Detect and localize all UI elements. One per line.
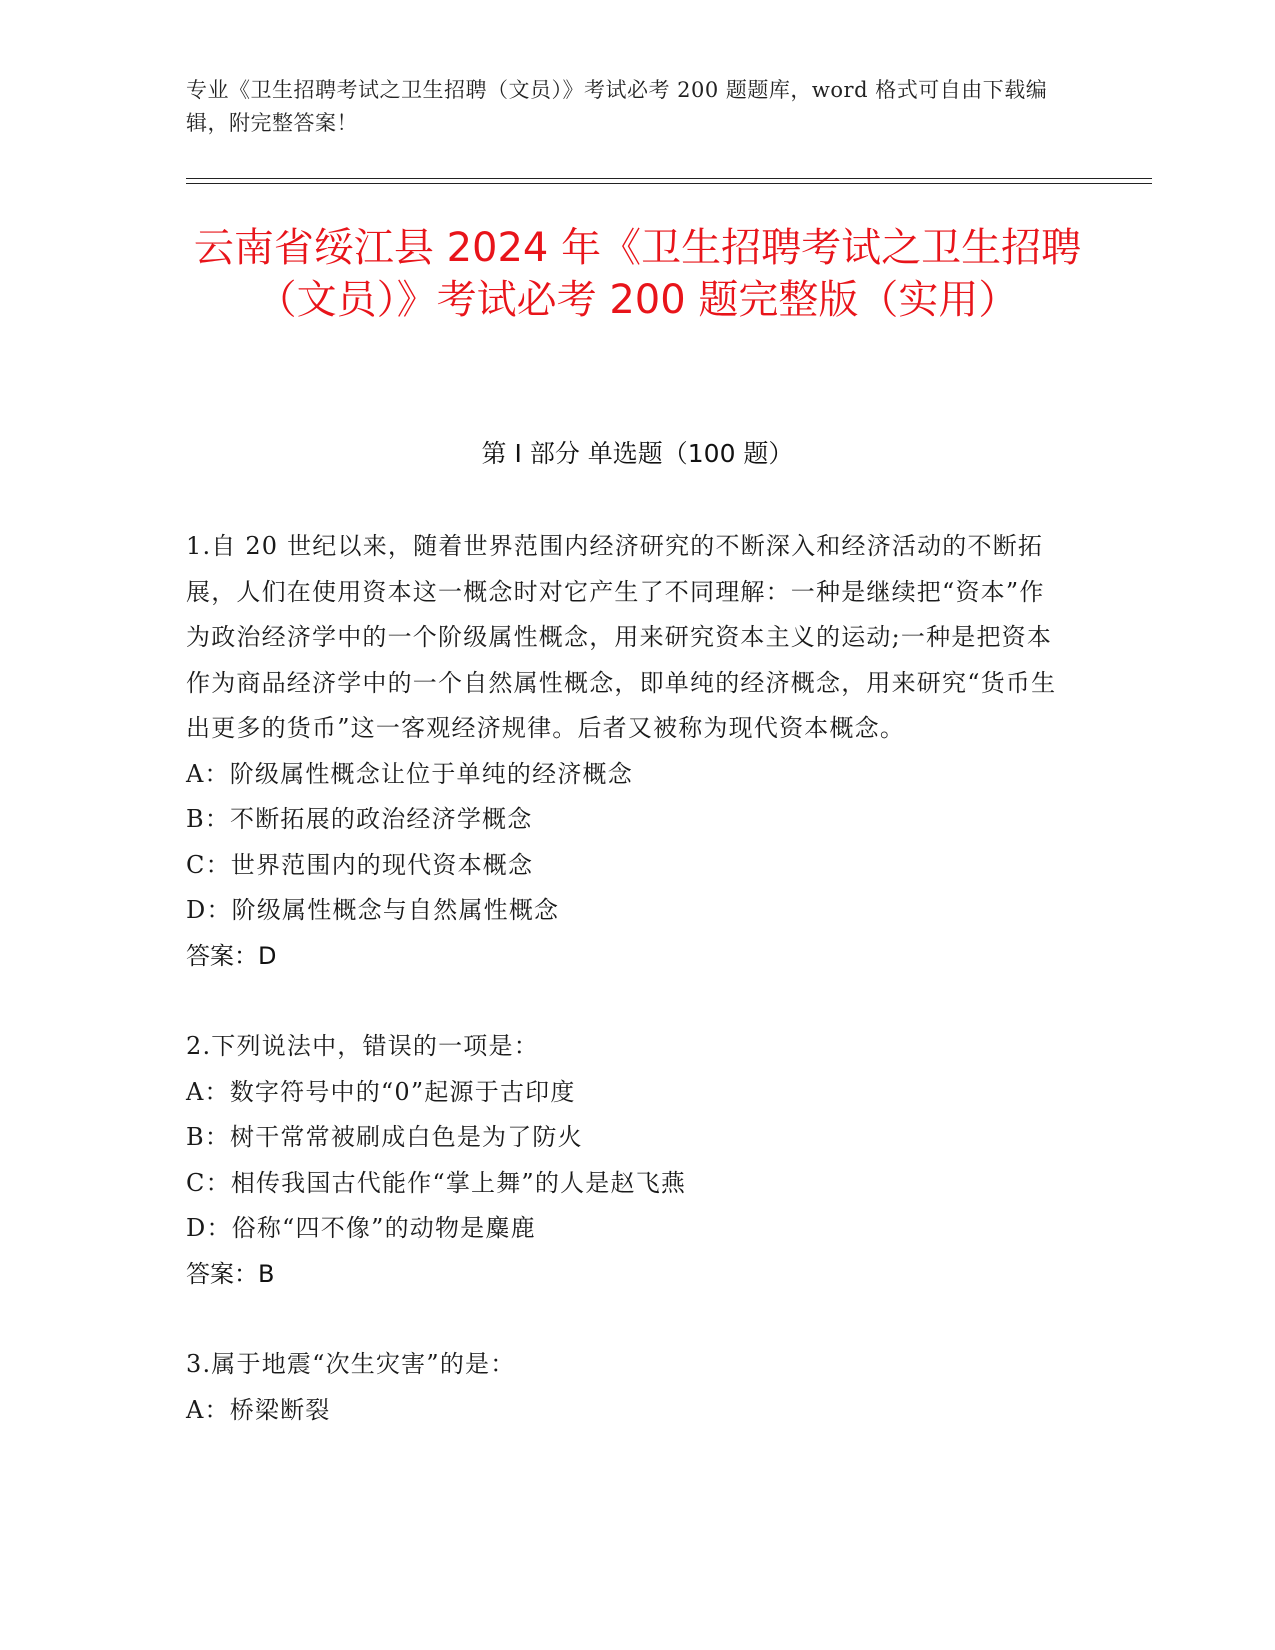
question-stem: 1.自 20 世纪以来，随着世界范围内经济研究的不断深入和经济活动的不断拓展，人们在使用资本这一概念时对它产生了不同理解：一种是继续把“资本”作为政治经济学中的一个阶级属性概念，用来研究资本主义的运动;一种是把资本作为商品经济学中的一个自然属性概念，即单纯的经济概念，用来研究“货币生出更多的货币”这一客观经济规律。后者又被称为现代资本概念。 [186, 532, 1057, 742]
question-list [186, 524, 1066, 1478]
header-divider-bottom [186, 183, 1152, 184]
document-title: 云南省绥江县 2024 年《卫生招聘考试之卫生招聘（文员）》考试必考 200 题完整版（实用） [193, 225, 1082, 323]
header-note: 专业《卫生招聘考试之卫生招聘（文员）》考试必考 200 题题库，word 格式可自由下载编辑，附完整答案！ [186, 78, 1048, 135]
section-title: 第 I 部分 单选题（100 题） [481, 439, 794, 468]
question-1 [186, 524, 1066, 979]
option-c: C：相传我国古代能作“掌上舞”的人是赵飞燕 [186, 1168, 687, 1197]
option-a: A：阶级属性概念让位于单纯的经济概念 [186, 759, 633, 788]
question-stem: 3.属于地震“次生灾害”的是： [186, 1350, 516, 1378]
option-d: D：阶级属性概念与自然属性概念 [186, 896, 560, 924]
option-b: B：不断拓展的政治经济学概念 [186, 805, 533, 833]
question-2 [186, 1024, 1066, 1297]
question-stem: 2.下列说法中，错误的一项是： [186, 1032, 539, 1060]
header-divider-top [186, 178, 1152, 179]
question-3 [186, 1342, 1066, 1433]
answer: 答案：B [186, 1259, 275, 1288]
option-d: D：俗称“四不像”的动物是麋鹿 [186, 1214, 536, 1242]
option-c: C：世界范围内的现代资本概念 [186, 850, 534, 879]
option-b: B：树干常常被刷成白色是为了防火 [186, 1123, 583, 1151]
answer: 答案：D [186, 941, 277, 970]
option-a: A：数字符号中的“0”起源于古印度 [186, 1077, 576, 1106]
option-a: A：桥梁断裂 [186, 1395, 331, 1424]
